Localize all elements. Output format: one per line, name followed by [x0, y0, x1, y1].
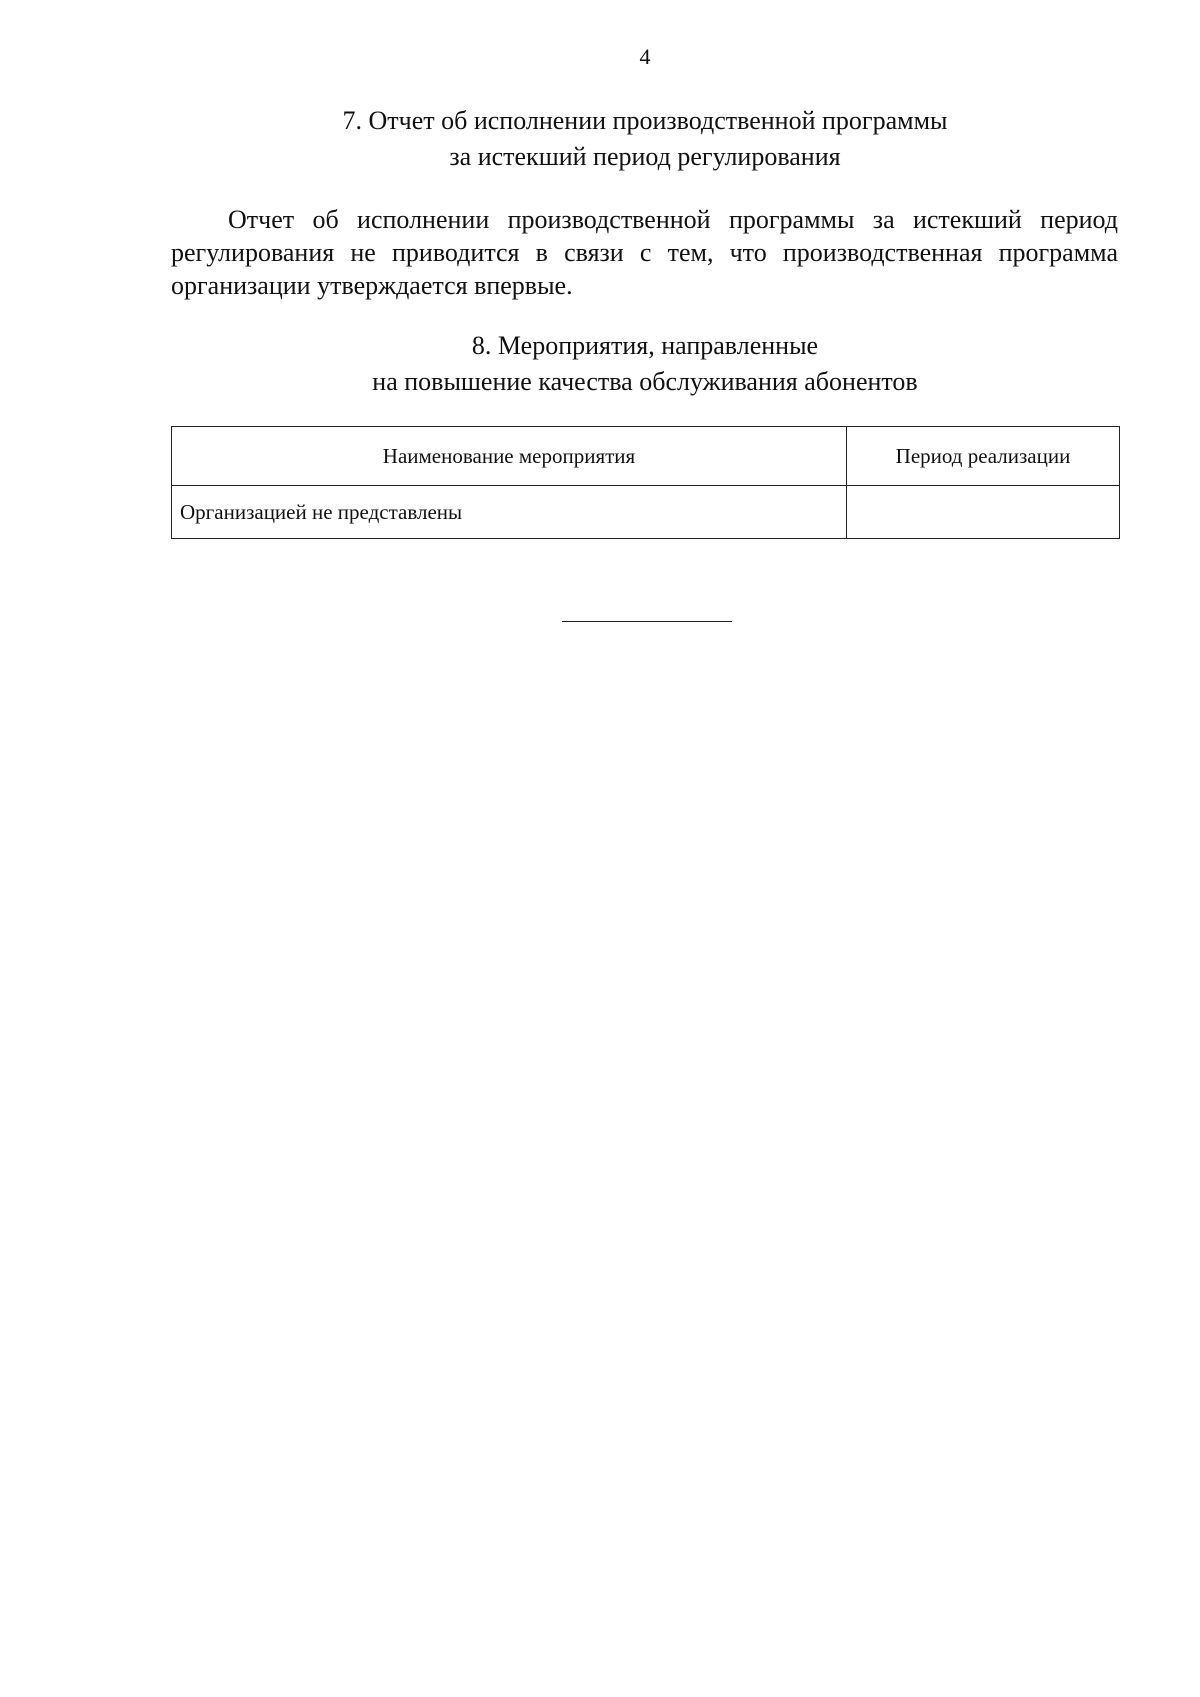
section-8-heading-line: 8. Мероприятия, направленные: [471, 331, 819, 360]
section-7-heading-line: 7. Отчет об исполнении производственной программы: [342, 106, 948, 135]
section-7-heading-line: за истекший период регулирования: [449, 142, 841, 171]
section-7-heading: [0, 103, 1200, 175]
paragraph-line: регулирования не приводится в связи с тем, что производственная программа: [171, 238, 1118, 267]
table-header-row: [172, 427, 1120, 486]
measures-table: [171, 426, 1120, 539]
paragraph-line: Отчет об исполнении производственной программы за истекший период: [228, 205, 1118, 234]
section-8-heading: [0, 328, 1200, 400]
closing-rule: [562, 621, 732, 622]
page-number: 4: [639, 44, 651, 69]
table-row: [172, 486, 1120, 539]
table-header-cell: Наименование мероприятия: [172, 427, 847, 486]
section-8-heading-line: на повышение качества обслуживания абонентов: [372, 367, 918, 396]
table-header-cell: Период реализации: [847, 427, 1120, 486]
section-7-paragraph: [171, 203, 1118, 302]
table-cell: Организацией не представлены: [172, 486, 847, 539]
paragraph-line: организации утверждается впервые.: [171, 271, 573, 300]
table-cell: [847, 486, 1120, 539]
